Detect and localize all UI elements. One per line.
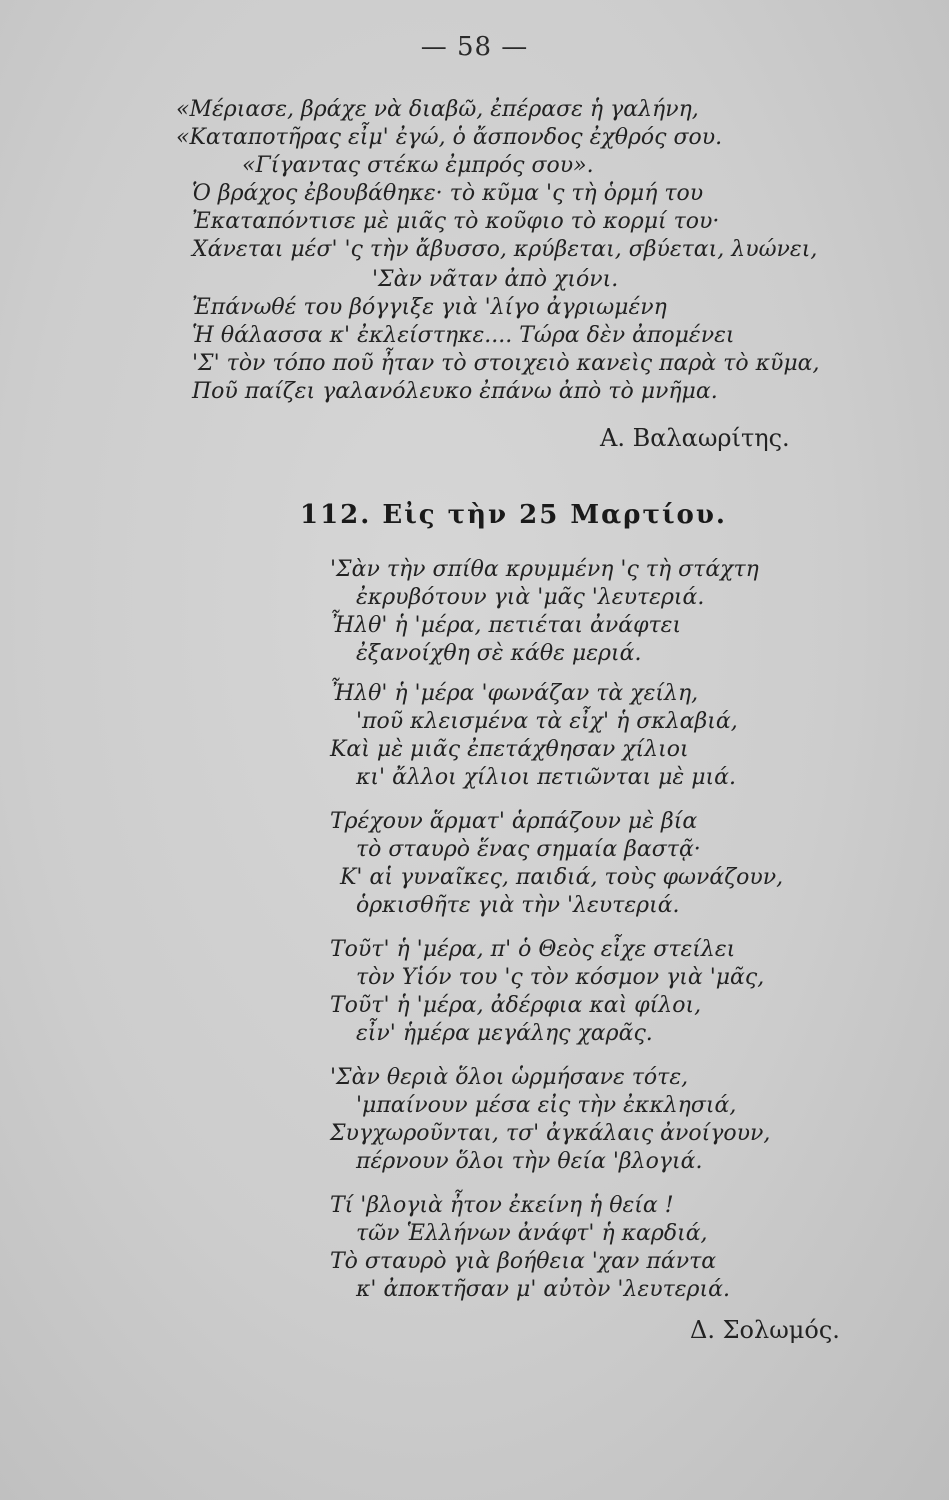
poem-2-line: Τὸ σταυρὸ γιὰ βοήθεια 'χαν πάντα [330, 1249, 717, 1274]
poem-2-line: τὸ σταυρὸ ἕνας σημαία βαστᾷ· [356, 837, 701, 862]
poem-2-line: Συγχωροῦνται, τσ' ἀγκάλαις ἀνοίγουν, [330, 1121, 771, 1146]
poem-2-line: Κ' αἱ γυναῖκες, παιδιά, τοὺς φωνάζουν, [340, 865, 784, 890]
poem-2-line: 'μπαίνουν μέσα εἰς τὴν ἐκκλησιά, [356, 1093, 737, 1118]
poem-2-line: τὸν Υἱόν του 'ς τὸν κόσμον γιὰ 'μᾶς, [356, 965, 765, 990]
poem-2-line: ὁρκισθῆτε γιὰ τὴν 'λευτεριά. [356, 893, 680, 918]
poem-1-line: 'Σὰν νᾶταν ἀπὸ χιόνι. [372, 267, 619, 292]
poem-1-line: Χάνεται μέσ' 'ς τὴν ἄβυσσο, κρύβεται, σβύεται, λυώνει, [192, 237, 818, 262]
poem-2-line: πέρνουν ὅλοι τὴν θεία 'βλογιά. [356, 1149, 703, 1174]
poem-1-line: «Καταποτῆρας εἶμ' ἐγώ, ὁ ἄσπονδος ἐχθρός σου. [176, 125, 723, 150]
poem-2-line: Τοῦτ' ἡ 'μέρα, π' ὁ Θεὸς εἶχε στείλει [330, 937, 736, 962]
poem-1-line: «Μέριασε, βράχε νὰ διαβῶ, ἐπέρασε ἡ γαλήνη, [176, 97, 699, 122]
poem-2-title: 112. Εἰς τὴν 25 Μαρτίου. [300, 500, 727, 530]
poem-2-line: κ' ἀποκτῆσαν μ' αὐτὸν 'λευτεριά. [356, 1277, 730, 1302]
poem-1-line: Ποῦ παίζει γαλανόλευκο ἐπάνω ἀπὸ τὸ μνῆμα. [192, 379, 718, 404]
poem-1-line: Ἐκαταπόντισε μὲ μιᾶς τὸ κοῦφιο τὸ κορμί του· [192, 209, 720, 234]
poem-1-line: «Γίγαντας στέκω ἐμπρός σου». [242, 153, 594, 178]
poem-2-line: ἐξανοίχθη σὲ κάθε μεριά. [356, 641, 642, 666]
poem-2-author: Δ. Σολωμός. [690, 1316, 840, 1344]
poem-2-line: 'Σὰν τὴν σπίθα κρυμμένη 'ς τὴ στάχτη [330, 557, 759, 582]
poem-2-line: Τί 'βλογιὰ ἦτον ἐκείνη ἡ θεία ! [330, 1193, 674, 1218]
poem-2-line: Ἦλθ' ἡ 'μέρα, πετιέται ἀνάφτει [330, 613, 682, 638]
poem-2-line: τῶν Ἑλλήνων ἀνάφτ' ἡ καρδιά, [356, 1221, 708, 1246]
poem-2-line: Τοῦτ' ἡ 'μέρα, ἀδέρφια καὶ φίλοι, [330, 993, 702, 1018]
poem-1-author: Α. Βαλαωρίτης. [600, 424, 790, 452]
poem-2-line: κι' ἄλλοι χίλιοι πετιῶνται μὲ μιά. [356, 765, 736, 790]
poem-2-line: 'ποῦ κλεισμένα τὰ εἶχ' ἡ σκλαβιά, [356, 709, 738, 734]
poem-2-line: εἶν' ἡμέρα μεγάλης χαρᾶς. [356, 1021, 653, 1046]
poem-2-line: Τρέχουν ἅρματ' ἁρπάζουν μὲ βία [330, 809, 698, 834]
poem-1-line: Ὁ βράχος ἐβουβάθηκε· τὸ κῦμα 'ς τὴ ὁρμή του [192, 181, 704, 206]
poem-2-line: ἐκρυβότουν γιὰ 'μᾶς 'λευτεριά. [356, 585, 705, 610]
poem-1-line: Ἡ θάλασσα κ' ἐκλείστηκε.... Τώρα δὲν ἀπομένει [192, 323, 735, 348]
page-number: — 58 — [420, 32, 529, 62]
poem-1-line: Ἐπάνωθέ του βόγγιξε γιὰ 'λίγο ἀγριωμένη [192, 295, 667, 320]
poem-2-line: 'Σὰν θεριὰ ὅλοι ὡρμήσανε τότε, [330, 1065, 689, 1090]
poem-2-line: Καὶ μὲ μιᾶς ἐπετάχθησαν χίλιοι [330, 737, 689, 762]
poem-1-line: 'Σ' τὸν τόπο ποῦ ἦταν τὸ στοιχειὸ κανεὶς παρὰ τὸ κῦμα, [192, 351, 820, 376]
poem-2-line: Ἦλθ' ἡ 'μέρα 'φωνάζαν τὰ χείλη, [330, 681, 699, 706]
